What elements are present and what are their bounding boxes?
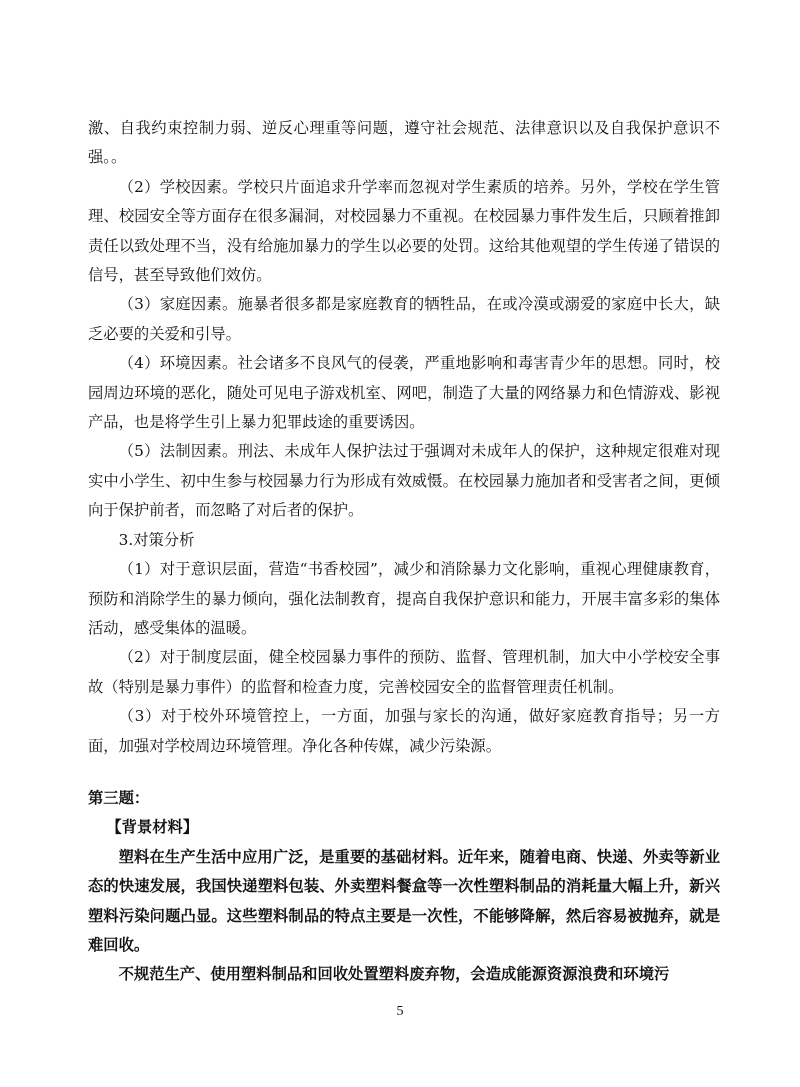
paragraph-plastics-pollution: 不规范生产、使用塑料制品和回收处置塑料废弃物，会造成能源资源浪费和环境污: [118, 965, 670, 984]
paragraph-plastics-intro: 塑料在生产生活中应用广泛，是重要的基础材料。近年来，随着电商、快递、外卖等新业态的快速发展，我国快递塑料包装、外卖塑料餐盒等一次性塑料制品的消耗量大幅上升，新兴塑料污染问题凸显。这些塑料制品的特点主要是一次性，不能够降解，然后容易被抛弃，就是难回收。: [88, 847, 720, 954]
section-heading: 第三题：: [88, 788, 150, 807]
paragraph-legal-factor: （5）法制因素。刑法、未成年人保护法过于强调对未成年人的保护，这种规定很难对现实中小学生、初中生参与校园暴力行为形成有效威慑。在校园暴力施加者和受害者之间，更倾向于保护前者，而忽略了对后者的保护。: [88, 442, 720, 520]
background-heading: 【背景材料】: [106, 818, 199, 837]
paragraph-family-factor: （3）家庭因素。施暴者很多都是家庭教育的牺牲品，在或冷漠或溺爱的家庭中长大，缺乏必要的关爱和引导。: [88, 295, 720, 343]
subheading-countermeasures: 3.对策分析: [118, 530, 195, 549]
paragraph-system-level: （2）对于制度层面，健全校园暴力事件的预防、监督、管理机制，加大中小学校安全事故（特别是暴力事件）的监督和检查力度，完善校园安全的监督管理责任机制。: [88, 648, 720, 696]
paragraph-external-environment: （3）对于校外环境管控上，一方面，加强与家长的沟通，做好家庭教育指导；另一方面，加强对学校周边环境管理。净化各种传媒，减少污染源。: [88, 707, 720, 755]
paragraph-environment-factor: （4）环境因素。社会诸多不良风气的侵袭，严重地影响和毒害青少年的思想。同时，校园周边环境的恶化，随处可见电子游戏机室、网吧，制造了大量的网络暴力和色情游戏、影视产品，也是将学生引上暴力犯罪歧途的重要诱因。: [88, 354, 720, 432]
document-body: [88, 114, 720, 990]
paragraph-school-factor: （2）学校因素。学校只片面追求升学率而忽视对学生素质的培养。另外，学校在学生管理、校园安全等方面存在很多漏洞，对校园暴力不重视。在校园暴力事件发生后，只顾着推卸责任以致处理不当，没有给施加暴力的学生以必要的处罚。这给其他观望的学生传递了错误的信号，甚至导致他们效仿。: [88, 177, 720, 285]
page-number: 5: [396, 1004, 404, 1019]
paragraph-continuation: 激、自我约束控制力弱、逆反心理重等问题，遵守社会规范、法律意识以及自我保护意识不强。。: [88, 119, 720, 167]
paragraph-awareness-level: （1）对于意识层面，营造“书香校园”，减少和消除暴力文化影响，重视心理健康教育，预防和消除学生的暴力倾向，强化法制教育，提高自我保护意识和能力，开展丰富多彩的集体活动，感受集体的温暖。: [88, 560, 720, 637]
